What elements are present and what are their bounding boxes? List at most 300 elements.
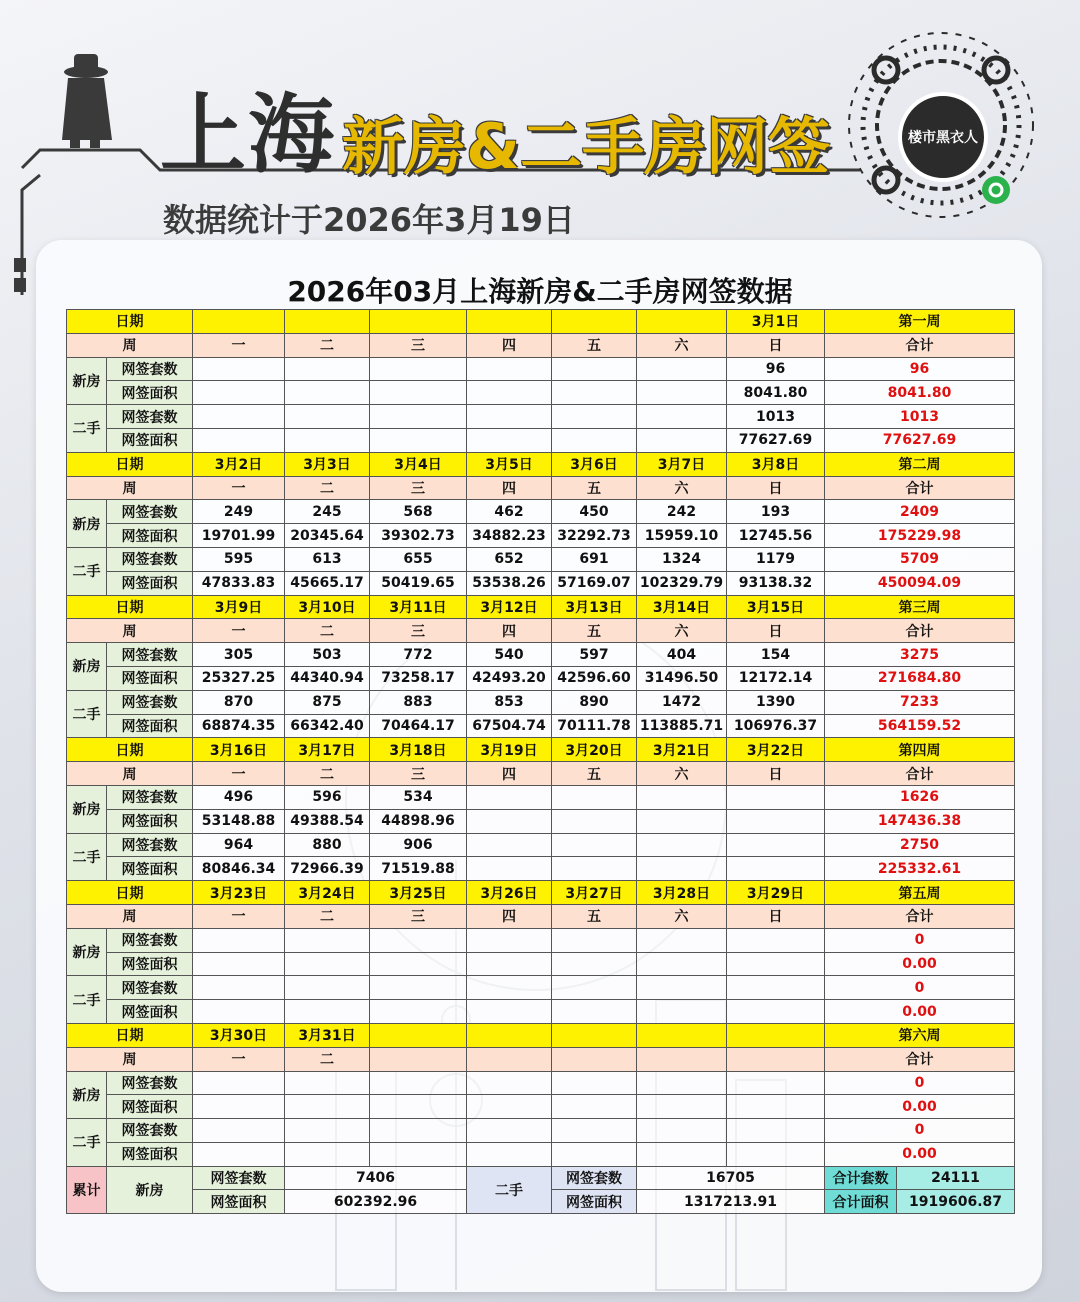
- weekday-header: 周: [67, 476, 193, 500]
- value-cell: 1179: [727, 547, 825, 571]
- weekday-header: 周: [67, 333, 193, 357]
- spy-silhouette-icon: [62, 54, 112, 148]
- date-cell: 3月9日: [193, 595, 285, 619]
- value-cell: 462: [467, 500, 552, 524]
- week-total-cell: 225332.61: [825, 857, 1015, 881]
- data-row: [67, 428, 1015, 452]
- date-header: 日期: [67, 310, 193, 334]
- data-row: [67, 1071, 1015, 1095]
- weekday-cell: 五: [552, 762, 637, 786]
- cum-second-label: 二手: [467, 1166, 552, 1214]
- data-row: [67, 785, 1015, 809]
- value-cell: [370, 1000, 467, 1024]
- value-cell: [467, 1119, 552, 1143]
- value-cell: 31496.50: [637, 666, 727, 690]
- weekday-cell: [370, 1047, 467, 1071]
- area-label: 网签面积: [107, 428, 193, 452]
- value-cell: [467, 1095, 552, 1119]
- date-cell: 3月15日: [727, 595, 825, 619]
- value-cell: [727, 833, 825, 857]
- data-row: [67, 857, 1015, 881]
- value-cell: 70464.17: [370, 714, 467, 738]
- value-cell: [370, 357, 467, 381]
- value-cell: [467, 976, 552, 1000]
- value-cell: [193, 1095, 285, 1119]
- value-cell: 68874.35: [193, 714, 285, 738]
- mini-program-icon: [982, 176, 1010, 204]
- week-total-cell: 271684.80: [825, 666, 1015, 690]
- value-cell: 67504.74: [467, 714, 552, 738]
- weekday-cell: 日: [727, 619, 825, 643]
- weekday-cell: [637, 1047, 727, 1071]
- data-row: [67, 571, 1015, 595]
- data-row: [67, 952, 1015, 976]
- weekday-cell: 五: [552, 619, 637, 643]
- week-label: 第三周: [825, 595, 1015, 619]
- value-cell: 12745.56: [727, 524, 825, 548]
- date-cell: 3月22日: [727, 738, 825, 762]
- second-hand-label: 二手: [67, 833, 107, 881]
- weekday-cell: 日: [727, 762, 825, 786]
- data-row: [67, 1095, 1015, 1119]
- date-header: 日期: [67, 1023, 193, 1047]
- date-header: 日期: [67, 738, 193, 762]
- value-cell: [727, 1119, 825, 1143]
- date-cell: 3月25日: [370, 881, 467, 905]
- date-cell: 3月19日: [467, 738, 552, 762]
- value-cell: [467, 1000, 552, 1024]
- weekday-cell: [552, 1047, 637, 1071]
- new-house-label: 新房: [67, 500, 107, 548]
- week-total-cell: 0.00: [825, 1000, 1015, 1024]
- new-house-label: 新房: [67, 357, 107, 405]
- week-total-cell: 0: [825, 1119, 1015, 1143]
- value-cell: [552, 381, 637, 405]
- date-cell: 3月14日: [637, 595, 727, 619]
- value-cell: [193, 405, 285, 429]
- value-cell: 77627.69: [727, 428, 825, 452]
- weekday-cell: 一: [193, 762, 285, 786]
- cum-new-area-label: 网签面积: [193, 1190, 285, 1214]
- value-cell: [637, 1071, 727, 1095]
- count-label: 网签套数: [107, 690, 193, 714]
- value-cell: 44340.94: [285, 666, 370, 690]
- weekday-cell: 四: [467, 619, 552, 643]
- value-cell: [285, 1095, 370, 1119]
- value-cell: [370, 428, 467, 452]
- weekday-row: [67, 762, 1015, 786]
- weekday-cell: 二: [285, 476, 370, 500]
- value-cell: 42493.20: [467, 666, 552, 690]
- weekday-row: [67, 1047, 1015, 1071]
- value-cell: [637, 785, 727, 809]
- value-cell: [552, 857, 637, 881]
- count-label: 网签套数: [107, 547, 193, 571]
- area-label: 网签面积: [107, 1000, 193, 1024]
- value-cell: [637, 952, 727, 976]
- cum-new-count: 7406: [285, 1166, 467, 1190]
- weekday-cell: 四: [467, 762, 552, 786]
- date-cell: 3月13日: [552, 595, 637, 619]
- total-area-label: 合计面积: [825, 1190, 897, 1213]
- value-cell: 193: [727, 500, 825, 524]
- value-cell: [637, 357, 727, 381]
- area-label: 网签面积: [107, 809, 193, 833]
- value-cell: [193, 952, 285, 976]
- count-label: 网签套数: [107, 833, 193, 857]
- total-header: 合计: [825, 333, 1015, 357]
- week-total-cell: 0: [825, 928, 1015, 952]
- date-cell: 3月20日: [552, 738, 637, 762]
- date-cell: 3月24日: [285, 881, 370, 905]
- week-label: 第六周: [825, 1023, 1015, 1047]
- value-cell: 113885.71: [637, 714, 727, 738]
- weekday-cell: 四: [467, 904, 552, 928]
- cumulative-label: 累计: [67, 1166, 107, 1214]
- value-cell: 72966.39: [285, 857, 370, 881]
- date-row: [67, 452, 1015, 476]
- value-cell: 503: [285, 643, 370, 667]
- date-cell: 3月30日: [193, 1023, 285, 1047]
- value-cell: 20345.64: [285, 524, 370, 548]
- date-cell: 3月28日: [637, 881, 727, 905]
- value-cell: 44898.96: [370, 809, 467, 833]
- date-cell: 3月18日: [370, 738, 467, 762]
- value-cell: 655: [370, 547, 467, 571]
- week-total-cell: 564159.52: [825, 714, 1015, 738]
- value-cell: [193, 928, 285, 952]
- area-label: 网签面积: [107, 1095, 193, 1119]
- value-cell: 540: [467, 643, 552, 667]
- value-cell: [467, 785, 552, 809]
- value-cell: 53538.26: [467, 571, 552, 595]
- value-cell: [193, 1071, 285, 1095]
- second-hand-label: 二手: [67, 405, 107, 453]
- value-cell: 42596.60: [552, 666, 637, 690]
- value-cell: 12172.14: [727, 666, 825, 690]
- weekday-cell: 五: [552, 333, 637, 357]
- value-cell: 568: [370, 500, 467, 524]
- weekday-header: 周: [67, 1047, 193, 1071]
- weekday-cell: 二: [285, 333, 370, 357]
- value-cell: 242: [637, 500, 727, 524]
- value-cell: [637, 381, 727, 405]
- value-cell: [467, 928, 552, 952]
- value-cell: [727, 1142, 825, 1166]
- date-cell: [370, 310, 467, 334]
- week-label: 第一周: [825, 310, 1015, 334]
- stats-date-subtitle: 数据统计于2026年3月19日: [163, 201, 575, 239]
- value-cell: 964: [193, 833, 285, 857]
- weekday-cell: 三: [370, 333, 467, 357]
- count-label: 网签套数: [107, 976, 193, 1000]
- date-row: [67, 738, 1015, 762]
- date-cell: 3月2日: [193, 452, 285, 476]
- value-cell: 1390: [727, 690, 825, 714]
- total-cell-wrap: [825, 1190, 1014, 1213]
- weekday-cell: 日: [727, 476, 825, 500]
- data-row: [67, 690, 1015, 714]
- cum-second-count-label: 网签套数: [552, 1166, 637, 1190]
- count-label: 网签套数: [107, 1071, 193, 1095]
- value-cell: [285, 428, 370, 452]
- value-cell: [193, 1142, 285, 1166]
- page-title: [160, 78, 831, 185]
- data-row: [67, 833, 1015, 857]
- weekday-cell: 二: [285, 1047, 370, 1071]
- value-cell: 249: [193, 500, 285, 524]
- value-cell: [370, 952, 467, 976]
- value-cell: 613: [285, 547, 370, 571]
- value-cell: [552, 1095, 637, 1119]
- data-row: [67, 714, 1015, 738]
- value-cell: [285, 357, 370, 381]
- data-row: [67, 500, 1015, 524]
- value-cell: [193, 1000, 285, 1024]
- cumulative-row: [67, 1166, 1015, 1190]
- value-cell: 71519.88: [370, 857, 467, 881]
- date-cell: 3月4日: [370, 452, 467, 476]
- date-cell: [637, 1023, 727, 1047]
- week-total-cell: 147436.38: [825, 809, 1015, 833]
- date-cell: [193, 310, 285, 334]
- value-cell: [467, 381, 552, 405]
- value-cell: 906: [370, 833, 467, 857]
- cum-new-label: 新房: [107, 1166, 193, 1214]
- cum-new-area: 602392.96: [285, 1190, 467, 1214]
- weekday-cell: 一: [193, 904, 285, 928]
- weekday-cell: 六: [637, 762, 727, 786]
- area-label: 网签面积: [107, 1142, 193, 1166]
- value-cell: 47833.83: [193, 571, 285, 595]
- value-cell: [637, 1119, 727, 1143]
- value-cell: 50419.65: [370, 571, 467, 595]
- value-cell: [552, 357, 637, 381]
- cum-second-area: 1317213.91: [637, 1190, 825, 1214]
- value-cell: [370, 928, 467, 952]
- weekday-cell: [467, 1047, 552, 1071]
- week-total-cell: 1626: [825, 785, 1015, 809]
- weekday-row: [67, 333, 1015, 357]
- value-cell: [727, 1071, 825, 1095]
- value-cell: [637, 1000, 727, 1024]
- value-cell: [552, 1071, 637, 1095]
- value-cell: 73258.17: [370, 666, 467, 690]
- total-cell-wrap: [825, 1167, 1014, 1190]
- area-label: 网签面积: [107, 524, 193, 548]
- value-cell: 106976.37: [727, 714, 825, 738]
- value-cell: 102329.79: [637, 571, 727, 595]
- weekday-header: 周: [67, 619, 193, 643]
- value-cell: [552, 952, 637, 976]
- new-house-label: 新房: [67, 928, 107, 976]
- value-cell: [637, 976, 727, 1000]
- value-cell: 880: [285, 833, 370, 857]
- weekday-cell: 六: [637, 476, 727, 500]
- table-title: 2026年03月上海新房&二手房网签数据: [287, 275, 793, 308]
- value-cell: 57169.07: [552, 571, 637, 595]
- value-cell: [285, 1119, 370, 1143]
- value-cell: 66342.40: [285, 714, 370, 738]
- date-cell: 3月31日: [285, 1023, 370, 1047]
- week-total-cell: 5709: [825, 547, 1015, 571]
- date-cell: 3月8日: [727, 452, 825, 476]
- new-house-label: 新房: [67, 1071, 107, 1119]
- total-area-label: [825, 1190, 1015, 1214]
- date-cell: [727, 1023, 825, 1047]
- date-cell: [467, 1023, 552, 1047]
- value-cell: [285, 976, 370, 1000]
- total-header: 合计: [825, 619, 1015, 643]
- date-cell: 3月12日: [467, 595, 552, 619]
- date-cell: 3月16日: [193, 738, 285, 762]
- value-cell: 450: [552, 500, 637, 524]
- date-cell: 3月11日: [370, 595, 467, 619]
- week-label: 第五周: [825, 881, 1015, 905]
- weekday-row: [67, 904, 1015, 928]
- value-cell: [552, 928, 637, 952]
- value-cell: 70111.78: [552, 714, 637, 738]
- new-house-label: 新房: [67, 785, 107, 833]
- value-cell: [727, 785, 825, 809]
- value-cell: 595: [193, 547, 285, 571]
- value-cell: [370, 381, 467, 405]
- week-total-cell: 0.00: [825, 952, 1015, 976]
- value-cell: 1013: [727, 405, 825, 429]
- area-label: 网签面积: [107, 571, 193, 595]
- total-header: 合计: [825, 904, 1015, 928]
- value-cell: [467, 809, 552, 833]
- week-total-cell: 0: [825, 1071, 1015, 1095]
- week-total-cell: 3275: [825, 643, 1015, 667]
- value-cell: 534: [370, 785, 467, 809]
- weekday-cell: 一: [193, 619, 285, 643]
- weekday-cell: 一: [193, 1047, 285, 1071]
- weekday-cell: 六: [637, 619, 727, 643]
- value-cell: [467, 1142, 552, 1166]
- value-cell: [727, 1095, 825, 1119]
- weekday-row: [67, 476, 1015, 500]
- area-label: 网签面积: [107, 666, 193, 690]
- value-cell: [370, 1142, 467, 1166]
- value-cell: 154: [727, 643, 825, 667]
- area-label: 网签面积: [107, 714, 193, 738]
- value-cell: 853: [467, 690, 552, 714]
- date-cell: 3月27日: [552, 881, 637, 905]
- week-total-cell: 0: [825, 976, 1015, 1000]
- second-hand-label: 二手: [67, 1119, 107, 1167]
- data-row: [67, 1142, 1015, 1166]
- value-cell: [637, 1095, 727, 1119]
- week-total-cell: 7233: [825, 690, 1015, 714]
- data-row: [67, 381, 1015, 405]
- week-total-cell: 450094.09: [825, 571, 1015, 595]
- value-cell: [467, 1071, 552, 1095]
- value-cell: [467, 833, 552, 857]
- weekday-cell: 一: [193, 476, 285, 500]
- value-cell: [552, 785, 637, 809]
- count-label: 网签套数: [107, 500, 193, 524]
- value-cell: [727, 857, 825, 881]
- value-cell: 691: [552, 547, 637, 571]
- value-cell: [285, 1000, 370, 1024]
- logo-text: 楼市黑衣人: [908, 130, 978, 146]
- data-row: [67, 928, 1015, 952]
- data-row: [67, 976, 1015, 1000]
- value-cell: [193, 428, 285, 452]
- weekday-cell: 三: [370, 619, 467, 643]
- value-cell: [193, 357, 285, 381]
- value-cell: 875: [285, 690, 370, 714]
- count-label: 网签套数: [107, 1119, 193, 1143]
- weekday-cell: 三: [370, 476, 467, 500]
- value-cell: 245: [285, 500, 370, 524]
- weekday-cell: 日: [727, 904, 825, 928]
- value-cell: [370, 1119, 467, 1143]
- value-cell: [285, 1071, 370, 1095]
- value-cell: [637, 1142, 727, 1166]
- value-cell: 49388.54: [285, 809, 370, 833]
- value-cell: 404: [637, 643, 727, 667]
- count-label: 网签套数: [107, 785, 193, 809]
- value-cell: [637, 833, 727, 857]
- date-cell: 3月10日: [285, 595, 370, 619]
- date-cell: 3月3日: [285, 452, 370, 476]
- value-cell: [552, 405, 637, 429]
- weekday-cell: 三: [370, 762, 467, 786]
- date-cell: [467, 310, 552, 334]
- value-cell: [193, 381, 285, 405]
- value-cell: [285, 381, 370, 405]
- week-label: 第四周: [825, 738, 1015, 762]
- value-cell: 34882.23: [467, 524, 552, 548]
- value-cell: [370, 405, 467, 429]
- count-label: 网签套数: [107, 928, 193, 952]
- value-cell: [193, 1119, 285, 1143]
- cum-second-area-label: 网签面积: [552, 1190, 637, 1214]
- date-cell: 3月5日: [467, 452, 552, 476]
- date-header: 日期: [67, 881, 193, 905]
- value-cell: [727, 928, 825, 952]
- data-row: [67, 1119, 1015, 1143]
- total-count-label: [825, 1166, 1015, 1190]
- week-total-cell: 77627.69: [825, 428, 1015, 452]
- value-cell: 8041.80: [727, 381, 825, 405]
- data-row: [67, 547, 1015, 571]
- value-cell: 53148.88: [193, 809, 285, 833]
- date-header: 日期: [67, 595, 193, 619]
- weekday-cell: 五: [552, 476, 637, 500]
- count-label: 网签套数: [107, 357, 193, 381]
- total-header: 合计: [825, 762, 1015, 786]
- value-cell: 15959.10: [637, 524, 727, 548]
- week-total-cell: 8041.80: [825, 381, 1015, 405]
- second-hand-label: 二手: [67, 976, 107, 1024]
- value-cell: [552, 976, 637, 1000]
- logo-badge: [898, 92, 988, 182]
- data-row: [67, 357, 1015, 381]
- value-cell: [285, 1142, 370, 1166]
- weekday-header: 周: [67, 904, 193, 928]
- weekday-cell: 二: [285, 619, 370, 643]
- date-cell: 3月6日: [552, 452, 637, 476]
- value-cell: [467, 357, 552, 381]
- value-cell: [637, 928, 727, 952]
- weekday-cell: 六: [637, 333, 727, 357]
- week-total-cell: 96: [825, 357, 1015, 381]
- date-row: [67, 310, 1015, 334]
- value-cell: [370, 976, 467, 1000]
